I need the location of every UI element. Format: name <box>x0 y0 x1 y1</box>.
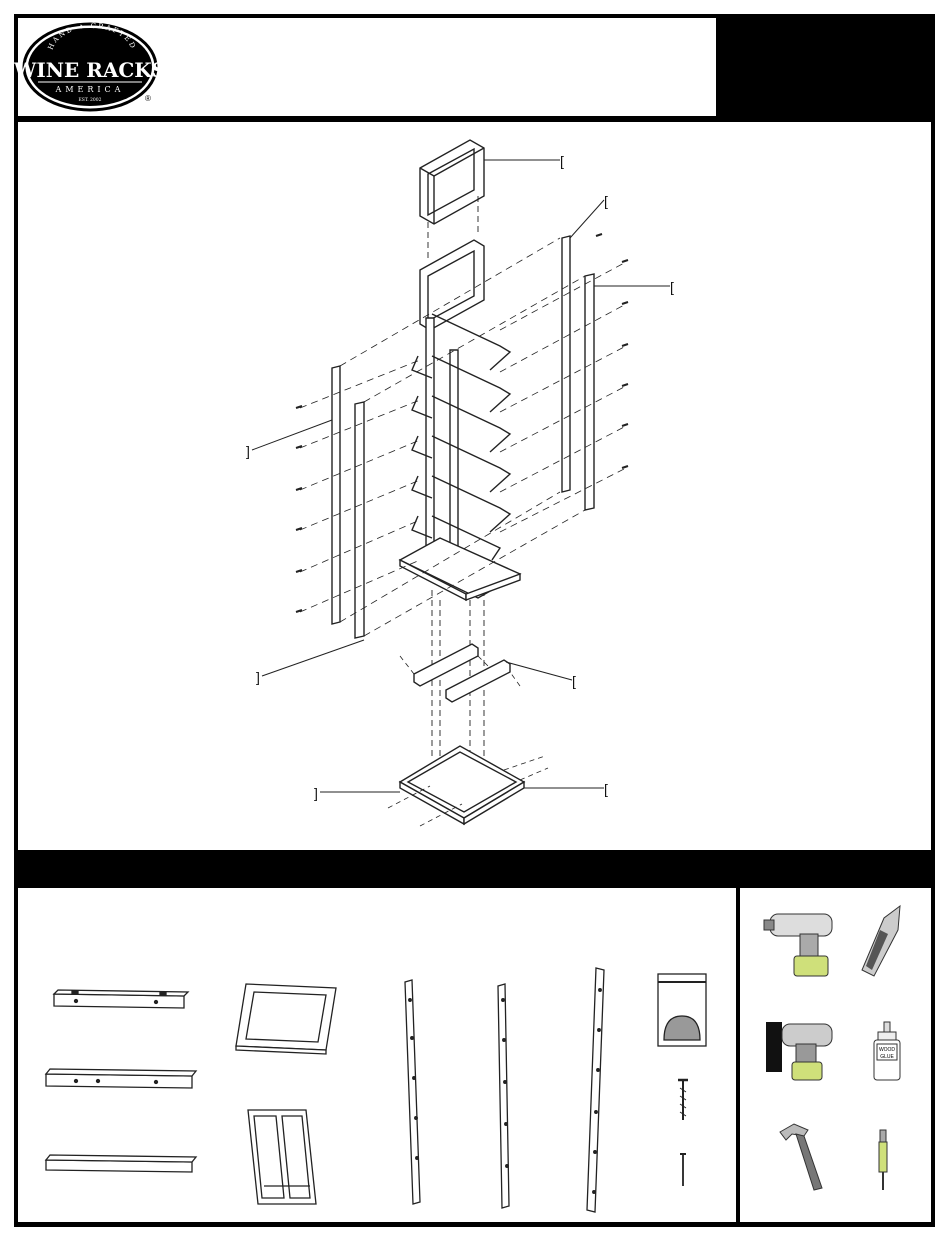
callout-right-rail-a: [ <box>604 193 608 209</box>
hammer-icon <box>780 1124 822 1190</box>
utility-knife-icon <box>862 906 900 976</box>
part-cross-support-notched <box>54 990 188 1008</box>
callout-right-rail-b: [ <box>670 279 674 295</box>
brand-logo <box>13 22 166 110</box>
part-base-side-drilled <box>46 1069 196 1088</box>
part-hardware-bag <box>658 974 706 1046</box>
cross-supports <box>414 644 510 702</box>
glue-label-line2: GLUE <box>880 1054 894 1060</box>
logo-established: EST. 2002 <box>78 98 102 103</box>
part-side-rail-long <box>587 968 604 1212</box>
part-side-rail-medium <box>498 984 509 1208</box>
nail-set-icon <box>879 1130 887 1190</box>
logo-brand-line2: AMERICA <box>55 85 125 94</box>
callout-base-left: ] <box>314 785 318 801</box>
main-tower <box>400 240 520 600</box>
cordless-drill-icon <box>764 914 832 976</box>
callout-base-right: [ <box>604 781 608 797</box>
callout-cross-support: [ <box>572 673 576 689</box>
callout-top-frame: [ <box>560 153 564 169</box>
glue-label-line1: WOOD <box>878 1047 896 1053</box>
right-side-rails <box>562 236 594 510</box>
callout-left-rail-b: ] <box>256 669 260 685</box>
left-side-rails <box>332 366 364 638</box>
part-base-side-plain <box>46 1155 196 1172</box>
part-nail <box>680 1154 686 1186</box>
parts-illustrations <box>46 968 706 1212</box>
top-frame-piece <box>420 140 484 224</box>
part-top-frame <box>236 984 336 1054</box>
part-base-tray <box>248 1110 316 1204</box>
logo-registered-mark: ® <box>145 94 151 103</box>
logo-brand-line1: WINE RACKS <box>13 58 167 82</box>
logo-top-arc-text: HAND ✦ CRAFTED <box>46 21 138 52</box>
callout-left-rail-a: ] <box>246 443 250 459</box>
wood-glue-icon <box>874 1022 900 1080</box>
part-side-rail-short <box>405 980 420 1204</box>
bottom-base-frame <box>400 746 524 824</box>
tools-illustrations <box>764 906 900 1190</box>
exploded-assembly-diagram <box>252 140 670 826</box>
part-screw <box>678 1080 688 1120</box>
brad-nailer-icon <box>766 1022 832 1080</box>
